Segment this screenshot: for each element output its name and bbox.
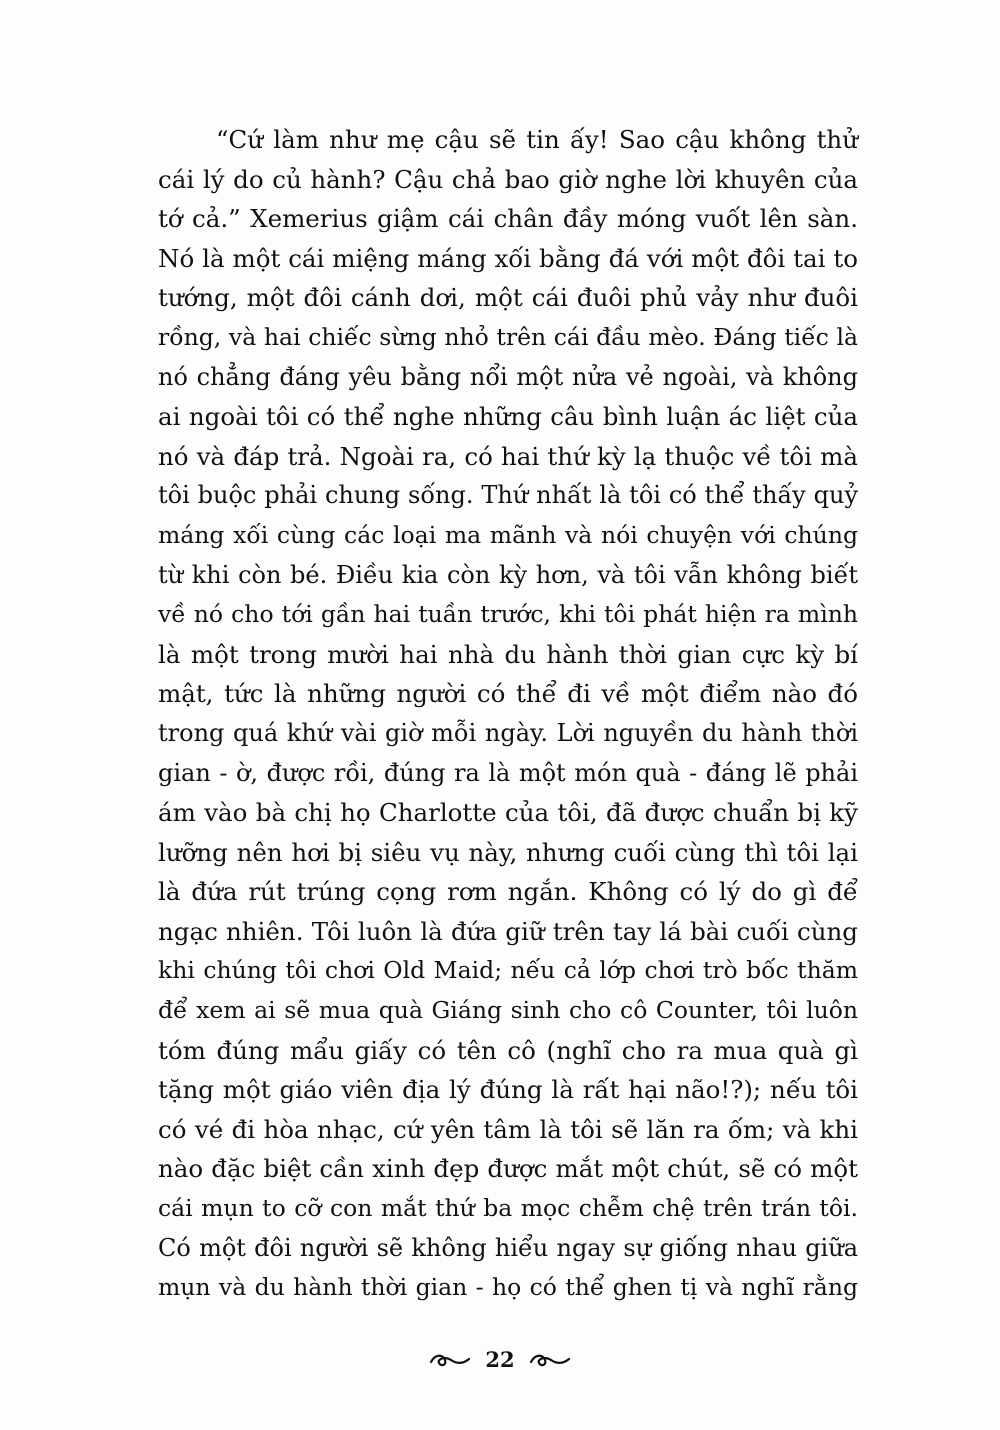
text-line: mật, tức là những người có thể đi về một điểm nào đó: [158, 679, 858, 709]
swirl-ornament-icon: [529, 1350, 571, 1370]
text-line: lưỡng nên hơi bị siêu vụ này, nhưng cuối cùng thì tôi lại: [158, 837, 858, 867]
swirl-ornament-icon: [429, 1350, 471, 1370]
text-line: ám vào bà chị họ Charlotte của tôi, đã được chuẩn bị kỹ: [158, 798, 858, 828]
text-line: cái mụn to cỡ con mắt thứ ba mọc chễm chệ trên trán tôi.: [158, 1194, 858, 1223]
text-line: máng xối cùng các loại ma mãnh và nói chuyện với chúng: [158, 520, 858, 549]
body-text: [158, 120, 858, 1308]
text-line: khi chúng tôi chơi Old Maid; nếu cả lớp chơi trò bốc thăm: [158, 956, 858, 985]
page-footer: [0, 1340, 1000, 1380]
text-line: về nó cho tới gần hai tuần trước, khi tôi phát hiện ra mình: [158, 600, 858, 629]
text-line: rồng, và hai chiếc sừng nhỏ trên cái đầu mèo. Đáng tiếc là: [158, 322, 858, 351]
text-line: ai ngoài tôi có thể nghe những câu bình luận ác liệt của: [158, 402, 858, 432]
text-line: từ khi còn bé. Điều kia còn kỳ hơn, và tôi vẫn không biết: [158, 560, 858, 589]
text-line: tớ cả.” Xemerius giậm cái chân đầy móng vuốt lên sàn.: [158, 204, 858, 234]
text-line: tóm đúng mẩu giấy có tên cô (nghĩ cho ra mua quà gì: [158, 1035, 858, 1065]
text-line: là một trong mười hai nhà du hành thời gian cực kỳ bí: [158, 639, 858, 669]
text-line: để xem ai sẽ mua quà Giáng sinh cho cô Counter, tôi luôn: [158, 996, 858, 1025]
text-line: “Cứ làm như mẹ cậu sẽ tin ấy! Sao cậu không thử: [216, 125, 858, 154]
text-line: tướng, một đôi cánh dơi, một cái đuôi phủ vảy như đuôi: [158, 283, 858, 313]
text-line: là đứa rút trúng cọng rơm ngắn. Không có lý do gì để: [158, 877, 858, 907]
text-line: Có một đôi người sẽ không hiểu ngay sự giống nhau giữa: [158, 1233, 858, 1262]
page-number: 22: [485, 1347, 515, 1372]
text-line: gian - ờ, được rồi, đúng ra là một món quà - đáng lẽ phải: [158, 758, 858, 787]
text-line: nó chẳng đáng yêu bằng nổi một nửa vẻ ngoài, và không: [158, 362, 858, 391]
text-line: ngạc nhiên. Tôi luôn là đứa giữ trên tay lá bài cuối cùng: [158, 916, 858, 946]
text-line: tôi buộc phải chung sống. Thứ nhất là tôi có thể thấy quỷ: [158, 481, 858, 510]
text-line: mụn và du hành thời gian - họ có thể ghen tị và nghĩ rằng: [158, 1273, 858, 1302]
text-line: trong quá khứ vài giờ mỗi ngày. Lời nguyền du hành thời: [158, 718, 858, 747]
text-line: nó và đáp trả. Ngoài ra, có hai thứ kỳ lạ thuộc về tôi mà: [158, 441, 858, 471]
text-line: tặng một giáo viên địa lý đúng là rất hại não!?); nếu tôi: [158, 1075, 858, 1105]
text-line: nào đặc biệt cần xinh đẹp được mắt một chút, sẽ có một: [158, 1154, 858, 1184]
text-line: cái lý do củ hành? Cậu chả bao giờ nghe lời khuyên của: [158, 164, 858, 194]
text-line: Nó là một cái miệng máng xối bằng đá với một đôi tai to: [158, 243, 858, 273]
text-line: có vé đi hòa nhạc, cứ yên tâm là tôi sẽ lăn ra ốm; và khi: [158, 1114, 858, 1144]
